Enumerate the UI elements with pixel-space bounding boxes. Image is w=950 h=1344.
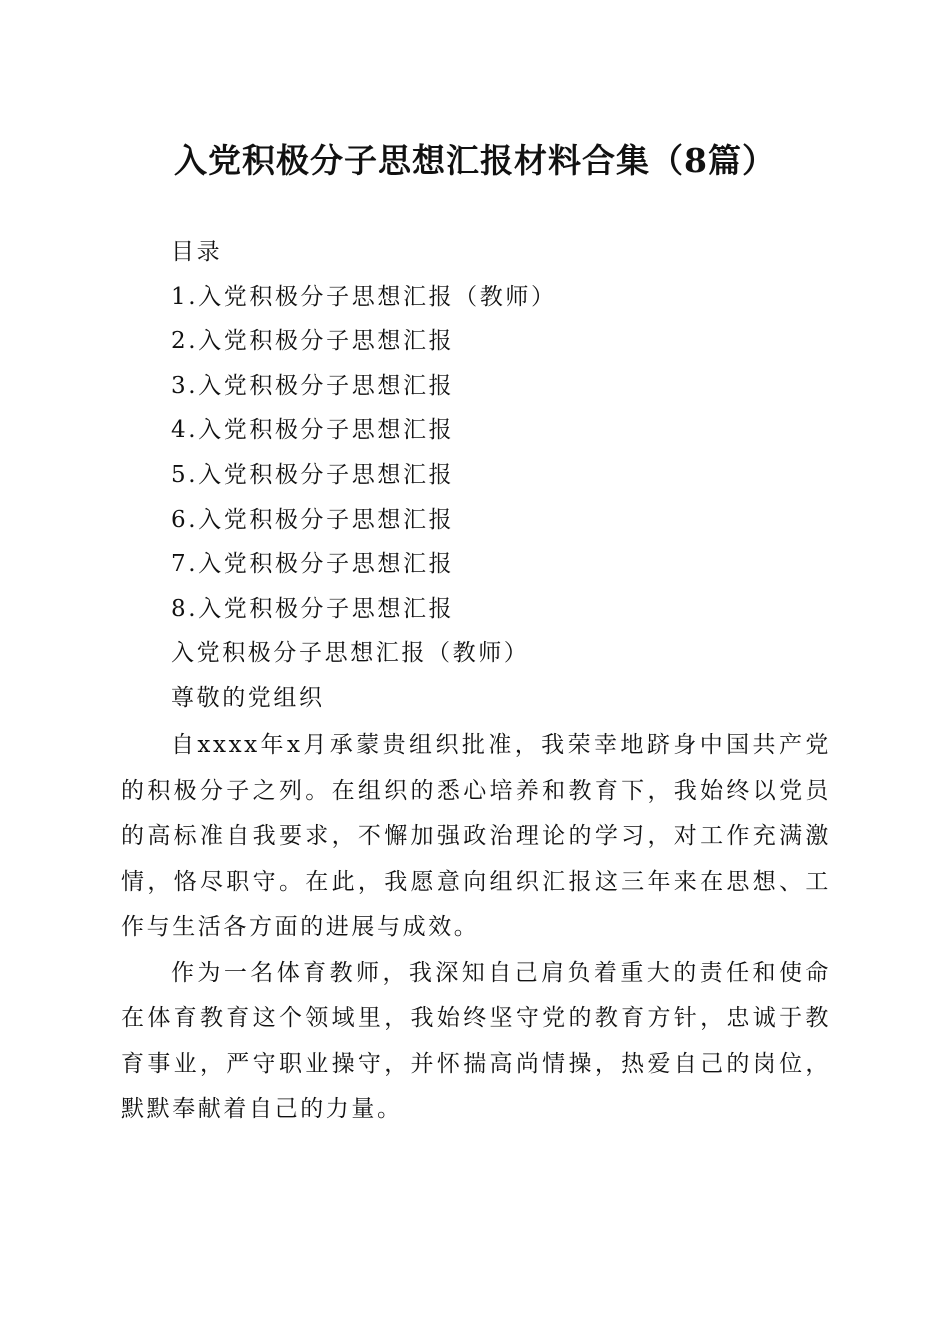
- body-paragraph: 作为一名体育教师，我深知自己肩负着重大的责任和使命在体育教育这个领域里，我始终坚守党的教育方针，忠诚于教育事业，严守职业操守，并怀揣高尚情操，热爱自己的岗位，默默奉献着自己的力量。: [121, 959, 831, 1122]
- body-paragraph: 自xxxx年x月承蒙贵组织批准，我荣幸地跻身中国共产党的积极分子之列。在组织的悉心培养和教育下，我始终以党员的高标准自我要求，不懈加强政治理论的学习，对工作充满激情，恪尽职守。在此，我愿意向组织汇报这三年来在思想、工作与生活各方面的进展与成效。: [121, 732, 831, 940]
- document-body: [121, 723, 831, 1133]
- toc-item: 4.入党积极分子思想汇报: [171, 417, 455, 444]
- toc-item: 3.入党积极分子思想汇报: [171, 372, 455, 399]
- document-title: 入党积极分子思想汇报材料合集（8篇）: [174, 141, 776, 180]
- section-title: 入党积极分子思想汇报（教师）: [171, 640, 530, 667]
- toc-item: 8.入党积极分子思想汇报: [171, 595, 455, 622]
- table-of-contents: [171, 230, 831, 721]
- toc-item: 2.入党积极分子思想汇报: [171, 328, 455, 355]
- toc-item: 7.入党积极分子思想汇报: [171, 551, 455, 578]
- toc-item: 5.入党积极分子思想汇报: [171, 461, 455, 488]
- salutation: 尊敬的党组织: [171, 684, 325, 711]
- toc-item: 1.入党积极分子思想汇报（教师）: [171, 283, 557, 310]
- toc-heading: 目录: [171, 239, 223, 265]
- toc-item: 6.入党积极分子思想汇报: [171, 506, 455, 533]
